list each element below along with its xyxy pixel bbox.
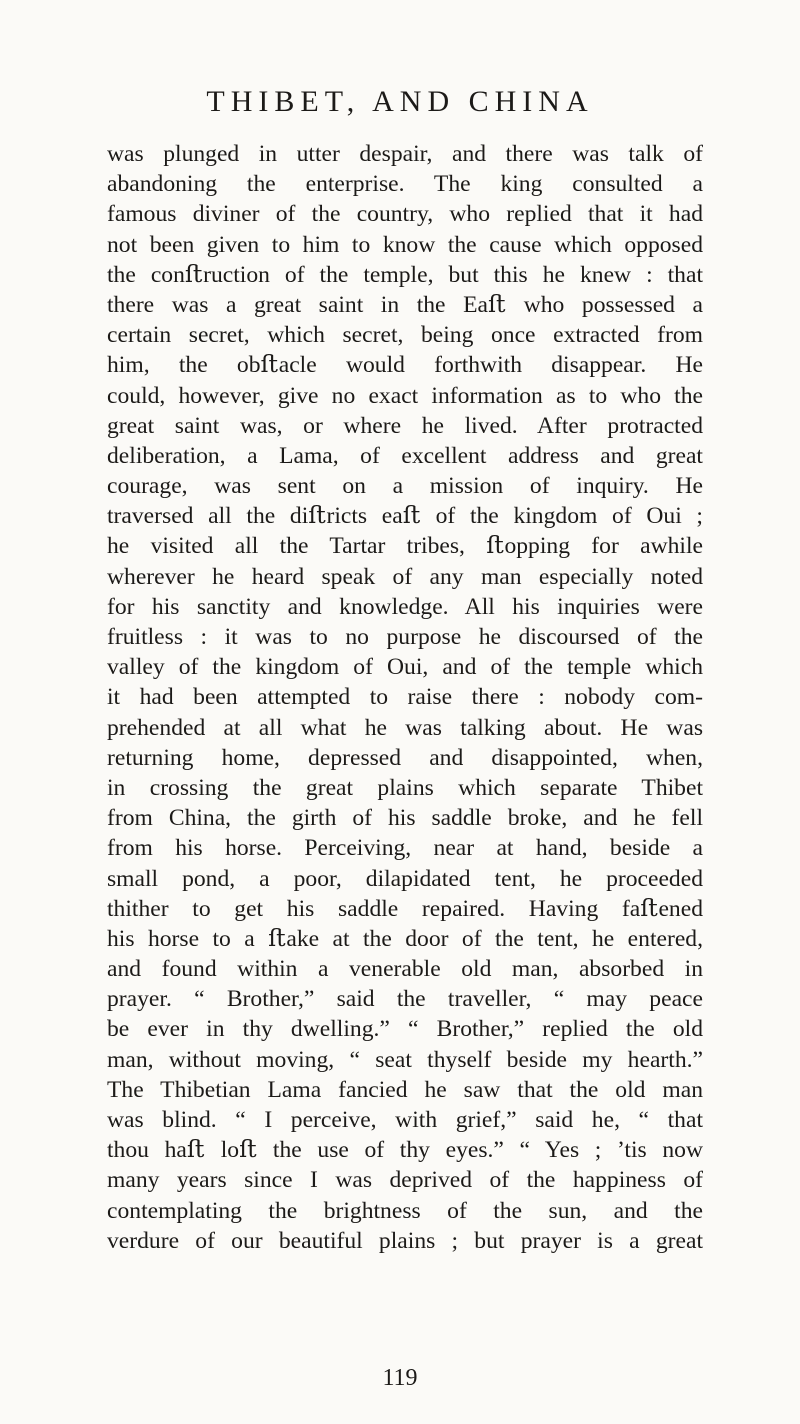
text-line: prehended at all what he was talking about. He was [107,714,703,741]
text-line: could, however, give no exact information as to who the [107,382,703,409]
text-line: wherever he heard speak of any man especially noted [107,563,703,590]
text-line: contemplating the brightness of the sun, and the [107,1197,703,1224]
text-line: great saint was, or where he lived. After protracted [107,412,703,439]
text-line: in crossing the great plains which separate Thibet [107,774,703,801]
text-line: was blind. “ I perceive, with grief,” said he, “ that [107,1107,703,1133]
text-line: thou haﬅ loﬅ the use of thy eyes.” “ Yes ; ’tis now [107,1137,703,1164]
text-line: for his sanctity and knowledge. All his inquiries were [107,593,703,620]
text-line: small pond, a poor, dilapidated tent, he proceeded [107,865,703,892]
text-line: verdure of our beautiful plains ; but prayer is a great [107,1227,703,1254]
body-text [107,139,703,1256]
text-line: prayer. “ Brother,” said the traveller, “ may peace [107,986,703,1013]
text-line: traversed all the diﬅricts eaﬅ of the kingdom of Oui ; [107,503,703,530]
text-line: his horse to a ﬅake at the door of the tent, he entered, [107,925,703,952]
text-line: The Thibetian Lama fancied he saw that the old man [107,1076,703,1103]
text-line: and found within a venerable old man, absorbed in [107,956,703,983]
text-line: not been given to him to know the cause which opposed [107,231,703,258]
page-number: 119 [382,1365,418,1391]
text-line: from China, the girth of his saddle broke, and he fell [107,805,703,832]
text-line: returning home, depressed and disappointed, when, [107,744,703,771]
text-line: it had been attempted to raise there : nobody com- [107,684,703,711]
text-line: from his horse. Perceiving, near at hand, beside a [107,835,703,862]
text-line: valley of the kingdom of Oui, and of the temple which [107,654,703,681]
text-line: be ever in thy dwelling.” “ Brother,” replied the old [107,1016,703,1043]
text-line: deliberation, a Lama, of excellent address and great [107,442,703,469]
text-line: there was a great saint in the Eaﬅ who possessed a [107,291,703,318]
text-line: certain secret, which secret, being once extracted from [107,322,703,349]
text-line: man, without moving, “ seat thyself beside my hearth.” [107,1046,703,1073]
text-line: fruitless : it was to no purpose he discoursed of the [107,624,703,650]
text-line: was plunged in utter despair, and there was talk of [107,141,703,167]
text-line: thither to get his saddle repaired. Having faﬅened [107,895,703,922]
text-line: him, the obﬅacle would forthwith disappear. He [107,352,703,379]
text-line: many years since I was deprived of the happiness of [107,1167,703,1194]
text-line: famous diviner of the country, who replied that it had [107,201,703,228]
text-line: the conﬅruction of the temple, but this he knew : that [107,261,703,288]
running-head: THIBET, AND CHINA [206,85,594,118]
text-line: courage, was sent on a mission of inquiry. He [107,473,703,500]
text-line: he visited all the Tartar tribes, ﬅopping for awhile [107,533,703,560]
text-line: abandoning the enterprise. The king consulted a [107,171,703,198]
